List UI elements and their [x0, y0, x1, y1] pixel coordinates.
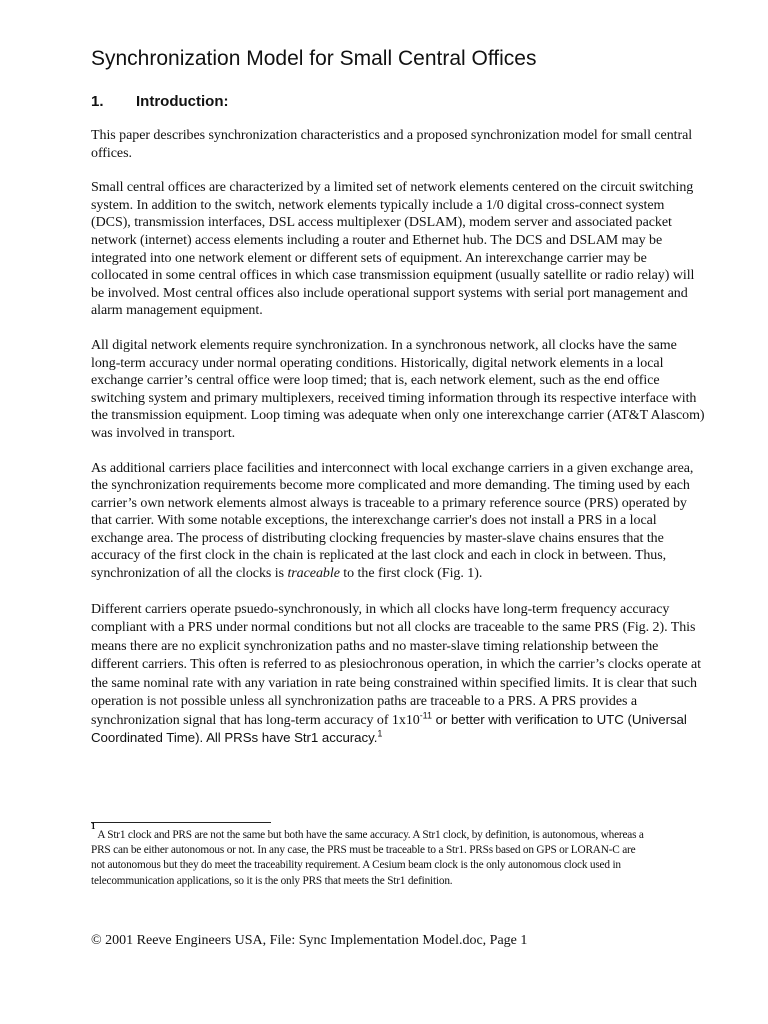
footnote [91, 821, 651, 889]
footnote-reference[interactable]: 1 [377, 728, 383, 739]
paragraph-plesiochronous-text: Different carriers operate psuedo-synchronously, in which all clocks have long-term frequency accuracy compliant with a PRS under normal conditions but not all clocks are traceable to the same PRS (Fig. 2). This means there are no explicit synchronization paths and no master-slave timing relationship between the different carriers. This often is referred to as plesiochronous operation, in which the carrier’s clocks operate at the same nominal rate with any variation in rate being constrained within specified limits. It is clear that such operation is not possible unless all synchronization paths are traceable to a PRS. A PRS provides a synchronization signal that has long-term accuracy of 1x10 [91, 601, 702, 728]
paragraph-small-offices: Small central offices are characterized by a limited set of network elements centered on the circuit switching system. In addition to the switch, network elements typically include a 1/0 digital cross-connect system (DCS), transmission interfaces, DSL access multiplexer (DSLAM), modem server and associated packet network (internet) access elements including a router and Ethernet hub. The DCS and DSLAM may be integrated into one network element or different sets of equipment. An interexchange carrier may be collocated in some central offices in which case transmission equipment (usually satellite or radio relay) will be involved. Most central offices also include operational support systems with serial port management and alarm management equipment. [91, 180, 695, 319]
page-footer: © 2001 Reeve Engineers USA, File: Sync Implementation Model.doc, Page 1 [91, 933, 528, 948]
section-heading [91, 92, 707, 112]
paragraph-carriers [91, 460, 707, 583]
traceable-emphasis: traceable [287, 566, 340, 582]
paragraph-plesiochronous-tail: or better with verification to UTC (Universal Coordinated Time). All PRSs have Str1 accuracy. [91, 711, 687, 746]
section-title: Introduction: [136, 93, 229, 110]
footnote-marker: 1 [91, 821, 96, 831]
paragraph-intro: This paper describes synchronization characteristics and a proposed synchronization model for small central offices. [91, 128, 693, 161]
paragraph-plesiochronous [91, 600, 707, 747]
paragraph-digital-elements: All digital network elements require synchronization. In a synchronous network, all clocks have the same long-term accuracy under normal operating conditions. Historically, digital network elements in a local exchange carrier’s central office were loop timed; that is, each network element, such as the end office switching system and primary multiplexers, received timing information through its respective interface with the transmission equipment. Loop timing was adequate when only one interexchange carrier (AT&T Alascom) was involved in transport. [91, 337, 705, 441]
section-number: 1. [91, 93, 104, 110]
footnote-text: A Str1 clock and PRS are not the same but both have the same accuracy. A Str1 clock, by definition, is autonomous, whereas a PRS can be either autonomous or not. In any case, the PRS must be traceable to a Str1. PRSs based on GPS or LORAN-C are not autonomous but they do meet the traceability requirement. A Cesium beam clock is the only autonomous clock used in telecommunication applications, so it is the only PRS that meets the Str1 definition. [91, 829, 644, 887]
exponent: -11 [419, 710, 432, 721]
paragraph-carriers-text-b: to the first clock (Fig. 1). [339, 566, 483, 582]
paragraph-carriers-text-a: As additional carriers place facilities and interconnect with local exchange carriers in a given exchange area, the synchronization requirements become more complicated and more demanding. The timing used by each carrier’s own network elements almost always is traceable to a primary reference source (PRS) operated by that carrier. With some notable exceptions, the interexchange carrier's does not install a PRS in a local exchange area. The process of distributing clocking frequencies by master-slave chains ensures that the accuracy of the first clock in the chain is replicated at the last clock and each in clock in between. Thus, synchronization of all the clocks is [91, 460, 694, 582]
document-page [91, 45, 707, 747]
document-title: Synchronization Model for Small Central Offices [91, 47, 537, 70]
footnote-separator [91, 822, 271, 823]
